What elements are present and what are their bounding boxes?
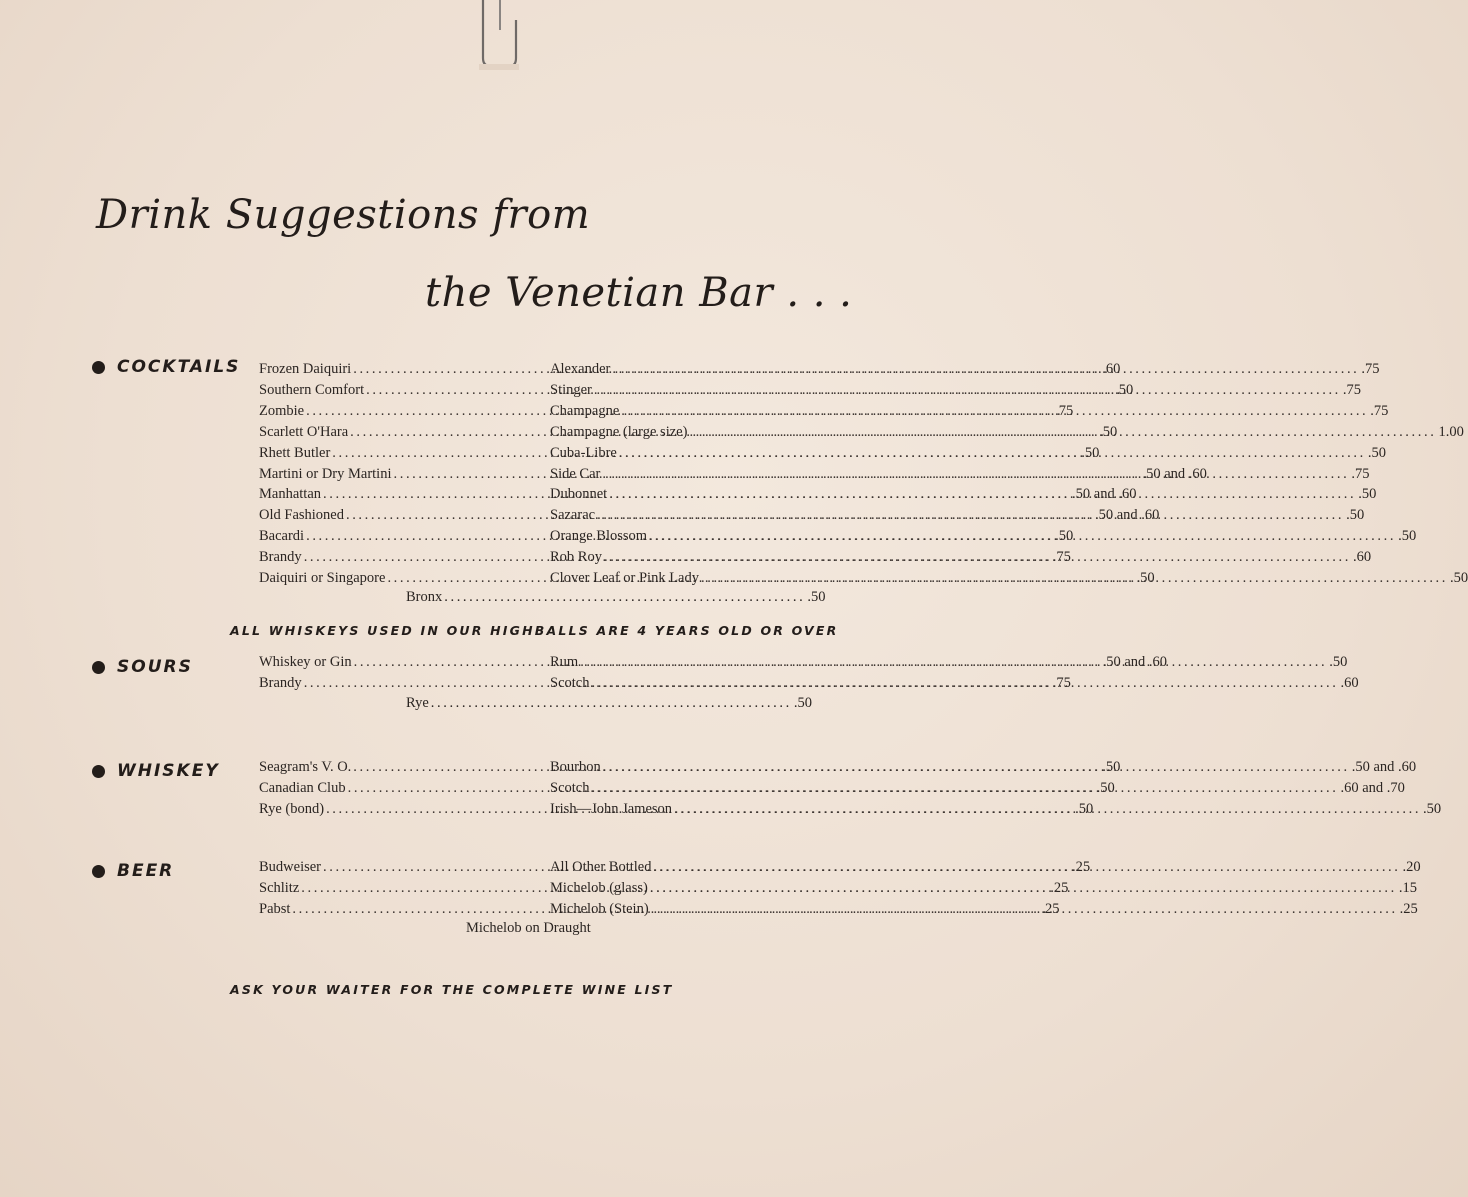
item-name: Bronx (406, 589, 443, 605)
beer-right-list (550, 857, 1421, 920)
leader-dots (580, 652, 1327, 673)
leader-dots (654, 857, 1401, 878)
leader-dots (594, 380, 1341, 401)
item-name: Scarlett O'Hara (259, 423, 349, 440)
section-label-cocktails (92, 357, 240, 377)
item-name: Irish—John Jameson (550, 800, 673, 817)
item-name: Stinger (550, 381, 592, 398)
item-price: .75 (1351, 465, 1370, 482)
item-price: .50 (1423, 800, 1442, 817)
section-title: SOURS (117, 657, 193, 677)
item-name: All Other Bottled (550, 859, 652, 875)
item-price: .25 (1072, 859, 1091, 875)
item-name: Brandy (259, 674, 302, 691)
item-price: .50 (1136, 570, 1155, 587)
paper-clip-icon (476, 0, 520, 70)
item-price: .25 (1041, 900, 1060, 917)
item-name: Champagne (550, 402, 620, 419)
leader-dots (621, 401, 1368, 422)
item-name: Dubonnet (550, 486, 608, 503)
item-price: .50 and .60 (1072, 486, 1137, 503)
leader-dots (597, 505, 1344, 526)
item-name: Rob Roy (550, 549, 602, 566)
menu-item (550, 401, 1389, 422)
bullet-icon (92, 865, 105, 878)
item-name: Whiskey or Gin (259, 654, 352, 670)
item-price: .50 (1115, 381, 1134, 398)
item-price: .50 (1099, 423, 1118, 440)
item-price: .60 (1352, 549, 1372, 566)
leader-dots (591, 778, 1338, 799)
bullet-icon (92, 661, 105, 674)
item-name: Canadian Club (259, 779, 346, 796)
item-price: .20 (1402, 859, 1421, 875)
item-price: .75 (1055, 402, 1074, 419)
item-name: Budweiser (259, 859, 322, 875)
item-price: .50 (1346, 507, 1365, 524)
menu-title-line-2: the Venetian Bar . . . (425, 270, 853, 316)
bullet-icon (92, 765, 105, 778)
item-name: Martini or Dry Martini (259, 465, 392, 482)
section-title: BEER (117, 861, 175, 881)
section-label-sours (92, 657, 193, 677)
beer-centered-item: Michelob on Draught (466, 920, 591, 936)
whiskey-right-list (550, 757, 1442, 820)
item-price: .75 (1342, 381, 1362, 398)
item-price: .50 (1358, 486, 1377, 503)
item-price: .75 (1052, 674, 1071, 691)
item-price: .50 (1329, 654, 1348, 670)
leader-dots (603, 757, 1350, 778)
section-label-beer (92, 861, 174, 881)
item-price: .50 (1450, 570, 1468, 587)
item-name: Rum (550, 654, 579, 670)
item-name: Bourbon (550, 759, 601, 775)
item-name: Southern Comfort (259, 381, 365, 398)
item-price: .60 (1340, 674, 1359, 691)
leader-dots (674, 799, 1421, 820)
item-name: Rhett Butler (259, 444, 331, 461)
leader-dots (591, 673, 1338, 694)
menu-item (550, 526, 1417, 547)
item-name: Old Fashioned (259, 507, 344, 524)
item-name: Frozen Daiquiri (259, 361, 352, 377)
item-price: .50 (1081, 444, 1100, 461)
item-price: .50 (1096, 779, 1115, 796)
leader-dots (602, 464, 1349, 485)
item-price: .50 (793, 695, 812, 711)
item-price: .50 (807, 589, 826, 605)
item-price: .25 (1050, 879, 1069, 896)
item-name: Pabst (259, 900, 291, 917)
item-name: Orange Blossom (550, 528, 648, 545)
leader-dots (649, 526, 1396, 547)
item-name: Sazarac (550, 507, 596, 524)
item-name: Seagram's V. O. (259, 759, 352, 775)
item-price: .50 (1367, 444, 1386, 461)
leader-dots (650, 878, 1397, 899)
item-price: .50 and .60 (1102, 654, 1168, 670)
item-price: 1.00 (1438, 423, 1464, 440)
menu-item (550, 899, 1418, 920)
item-name: Michelob (Stein) (550, 900, 649, 917)
menu-item (550, 443, 1386, 464)
item-name: Scotch (550, 779, 590, 796)
item-price: .50 and .60 (1094, 507, 1160, 524)
leader-dots: .......................................................... (430, 695, 792, 711)
item-price: .50 (1075, 800, 1094, 817)
item-price: .50 (1102, 759, 1121, 775)
leader-dots (619, 443, 1366, 464)
item-price: .50 (1398, 528, 1417, 545)
item-price: .50 (1055, 528, 1074, 545)
item-name: Rye (bond) (259, 800, 325, 817)
wine-list-note: ASK YOUR WAITER FOR THE COMPLETE WINE LIST (230, 982, 674, 997)
item-name: Alexander (550, 361, 611, 377)
section-title: COCKTAILS (117, 357, 241, 377)
item-price: .75 (1052, 549, 1071, 566)
menu-title-line-1: Drink Suggestions from (96, 192, 591, 238)
item-price: .50 and .60 (1142, 465, 1207, 482)
item-name: Daiquiri or Singapore (259, 570, 386, 587)
item-price: .60 and .70 (1340, 779, 1405, 796)
leader-dots (651, 899, 1398, 920)
item-name: Cuba-Libre (550, 444, 617, 461)
leader-dots (689, 422, 1436, 443)
item-name: Side Car (550, 465, 601, 482)
section-title: WHISKEY (117, 761, 220, 781)
menu-item (550, 568, 1468, 589)
item-name: Manhattan (259, 486, 322, 503)
leader-dots (701, 568, 1448, 589)
section-label-whiskey (92, 761, 220, 781)
item-price: .60 (1102, 361, 1121, 377)
cocktails-centered-item (406, 589, 826, 606)
menu-item (550, 799, 1442, 820)
menu-item (550, 757, 1417, 778)
item-name: Schlitz (259, 879, 300, 896)
item-name: Brandy (259, 549, 302, 566)
item-price: .75 (1370, 402, 1389, 419)
item-name: Clover Leaf or Pink Lady (550, 570, 699, 587)
item-name: Champagne (large size) (550, 423, 688, 440)
highball-note: ALL WHISKEYS USED IN OUR HIGHBALLS ARE 4 YEARS OLD OR OVER (230, 623, 839, 638)
item-price: .15 (1398, 879, 1417, 896)
item-name: Michelob (glass) (550, 879, 648, 896)
item-name: Rye (406, 695, 429, 711)
sours-centered-item (406, 695, 812, 712)
item-name: Bacardi (259, 528, 305, 545)
leader-dots: .......................................................... (444, 589, 806, 605)
item-name: Zombie (259, 402, 305, 419)
item-name: Scotch (550, 674, 590, 691)
item-price: .75 (1361, 361, 1380, 377)
item-price: .50 and .60 (1351, 759, 1417, 775)
leader-dots (609, 484, 1356, 505)
leader-dots (612, 359, 1359, 380)
bullet-icon (92, 361, 105, 374)
leader-dots (604, 547, 1351, 568)
item-price: .25 (1399, 900, 1418, 917)
